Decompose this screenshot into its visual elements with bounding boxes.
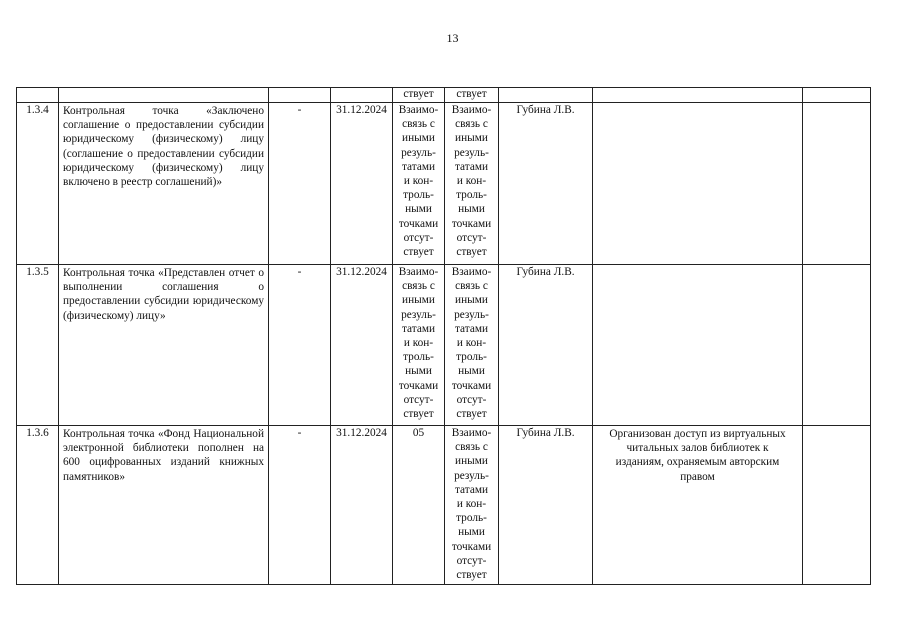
cell-relation-1: ствует (393, 88, 445, 103)
relation-text: Взаимо- связь с иными резуль- татами и кон- троль- ными точками отсут- ствует (451, 427, 492, 582)
cell-num: 1.3.5 (17, 265, 59, 426)
cell-responsible: Губина Л.В. (499, 265, 593, 426)
relation-text: Взаимо- связь с иными резуль- татами и кон- троль- ными точками отсут- ствует (398, 104, 439, 259)
cell-description: Контрольная точка «Фонд Национальной электронной библиотеки пополнен на 600 оцифрованных изданий книжных памятников» (59, 426, 269, 585)
relation-text: Взаимо- связь с иными резуль- татами и кон- троль- ными точками отсут- ствует (451, 266, 492, 421)
cell-dash (269, 88, 331, 103)
cell-last (803, 265, 871, 426)
table-row (17, 265, 871, 426)
table-row-continuation (17, 88, 871, 103)
cell-relation-2: ствует (445, 88, 499, 103)
cell-dash: - (269, 103, 331, 265)
cell-description: Контрольная точка «Представлен отчет о выполнении соглашения о предоставлении субсидии юридическому (физическому) лицу» (59, 265, 269, 426)
cell-relation-2 (445, 426, 499, 585)
cell-num (17, 88, 59, 103)
cell-last (803, 88, 871, 103)
cell-note (593, 103, 803, 265)
cell-last (803, 426, 871, 585)
cell-relation-1 (393, 426, 445, 585)
page-number: 13 (446, 31, 459, 45)
control-points-table (16, 87, 871, 585)
cell-date: 31.12.2024 (331, 265, 393, 426)
table-row (17, 426, 871, 585)
cell-responsible: Губина Л.В. (499, 426, 593, 585)
cell-date: 31.12.2024 (331, 426, 393, 585)
cell-date: 31.12.2024 (331, 103, 393, 265)
cell-note: Организован доступ из виртуальных читальных залов библиотек к изданиям, охраняемым авторским правом (593, 426, 803, 585)
relation-text: Взаимо- связь с иными резуль- татами и кон- троль- ными точками отсут- ствует (398, 266, 439, 421)
cell-description (59, 88, 269, 103)
cell-note (593, 265, 803, 426)
cell-date (331, 88, 393, 103)
cell-relation-2 (445, 103, 499, 265)
cell-last (803, 103, 871, 265)
cell-dash: - (269, 265, 331, 426)
table-row (17, 103, 871, 265)
relation-text: Взаимо- связь с иными резуль- татами и кон- троль- ными точками отсут- ствует (451, 104, 492, 259)
cell-relation-2 (445, 265, 499, 426)
cell-responsible (499, 88, 593, 103)
cell-description: Контрольная точка «Заключено соглашение о предоставлении субсидии юридическому (физическому) лицу (соглашение о предоставлении субсидии юридическому (физическому) лицу включено в реестр соглашений)» (59, 103, 269, 265)
cell-num: 1.3.6 (17, 426, 59, 585)
cell-relation-1 (393, 103, 445, 265)
cell-note (593, 88, 803, 103)
cell-num: 1.3.4 (17, 103, 59, 265)
relation-text: 05 (412, 427, 425, 439)
cell-responsible: Губина Л.В. (499, 103, 593, 265)
cell-relation-1 (393, 265, 445, 426)
cell-dash: - (269, 426, 331, 585)
